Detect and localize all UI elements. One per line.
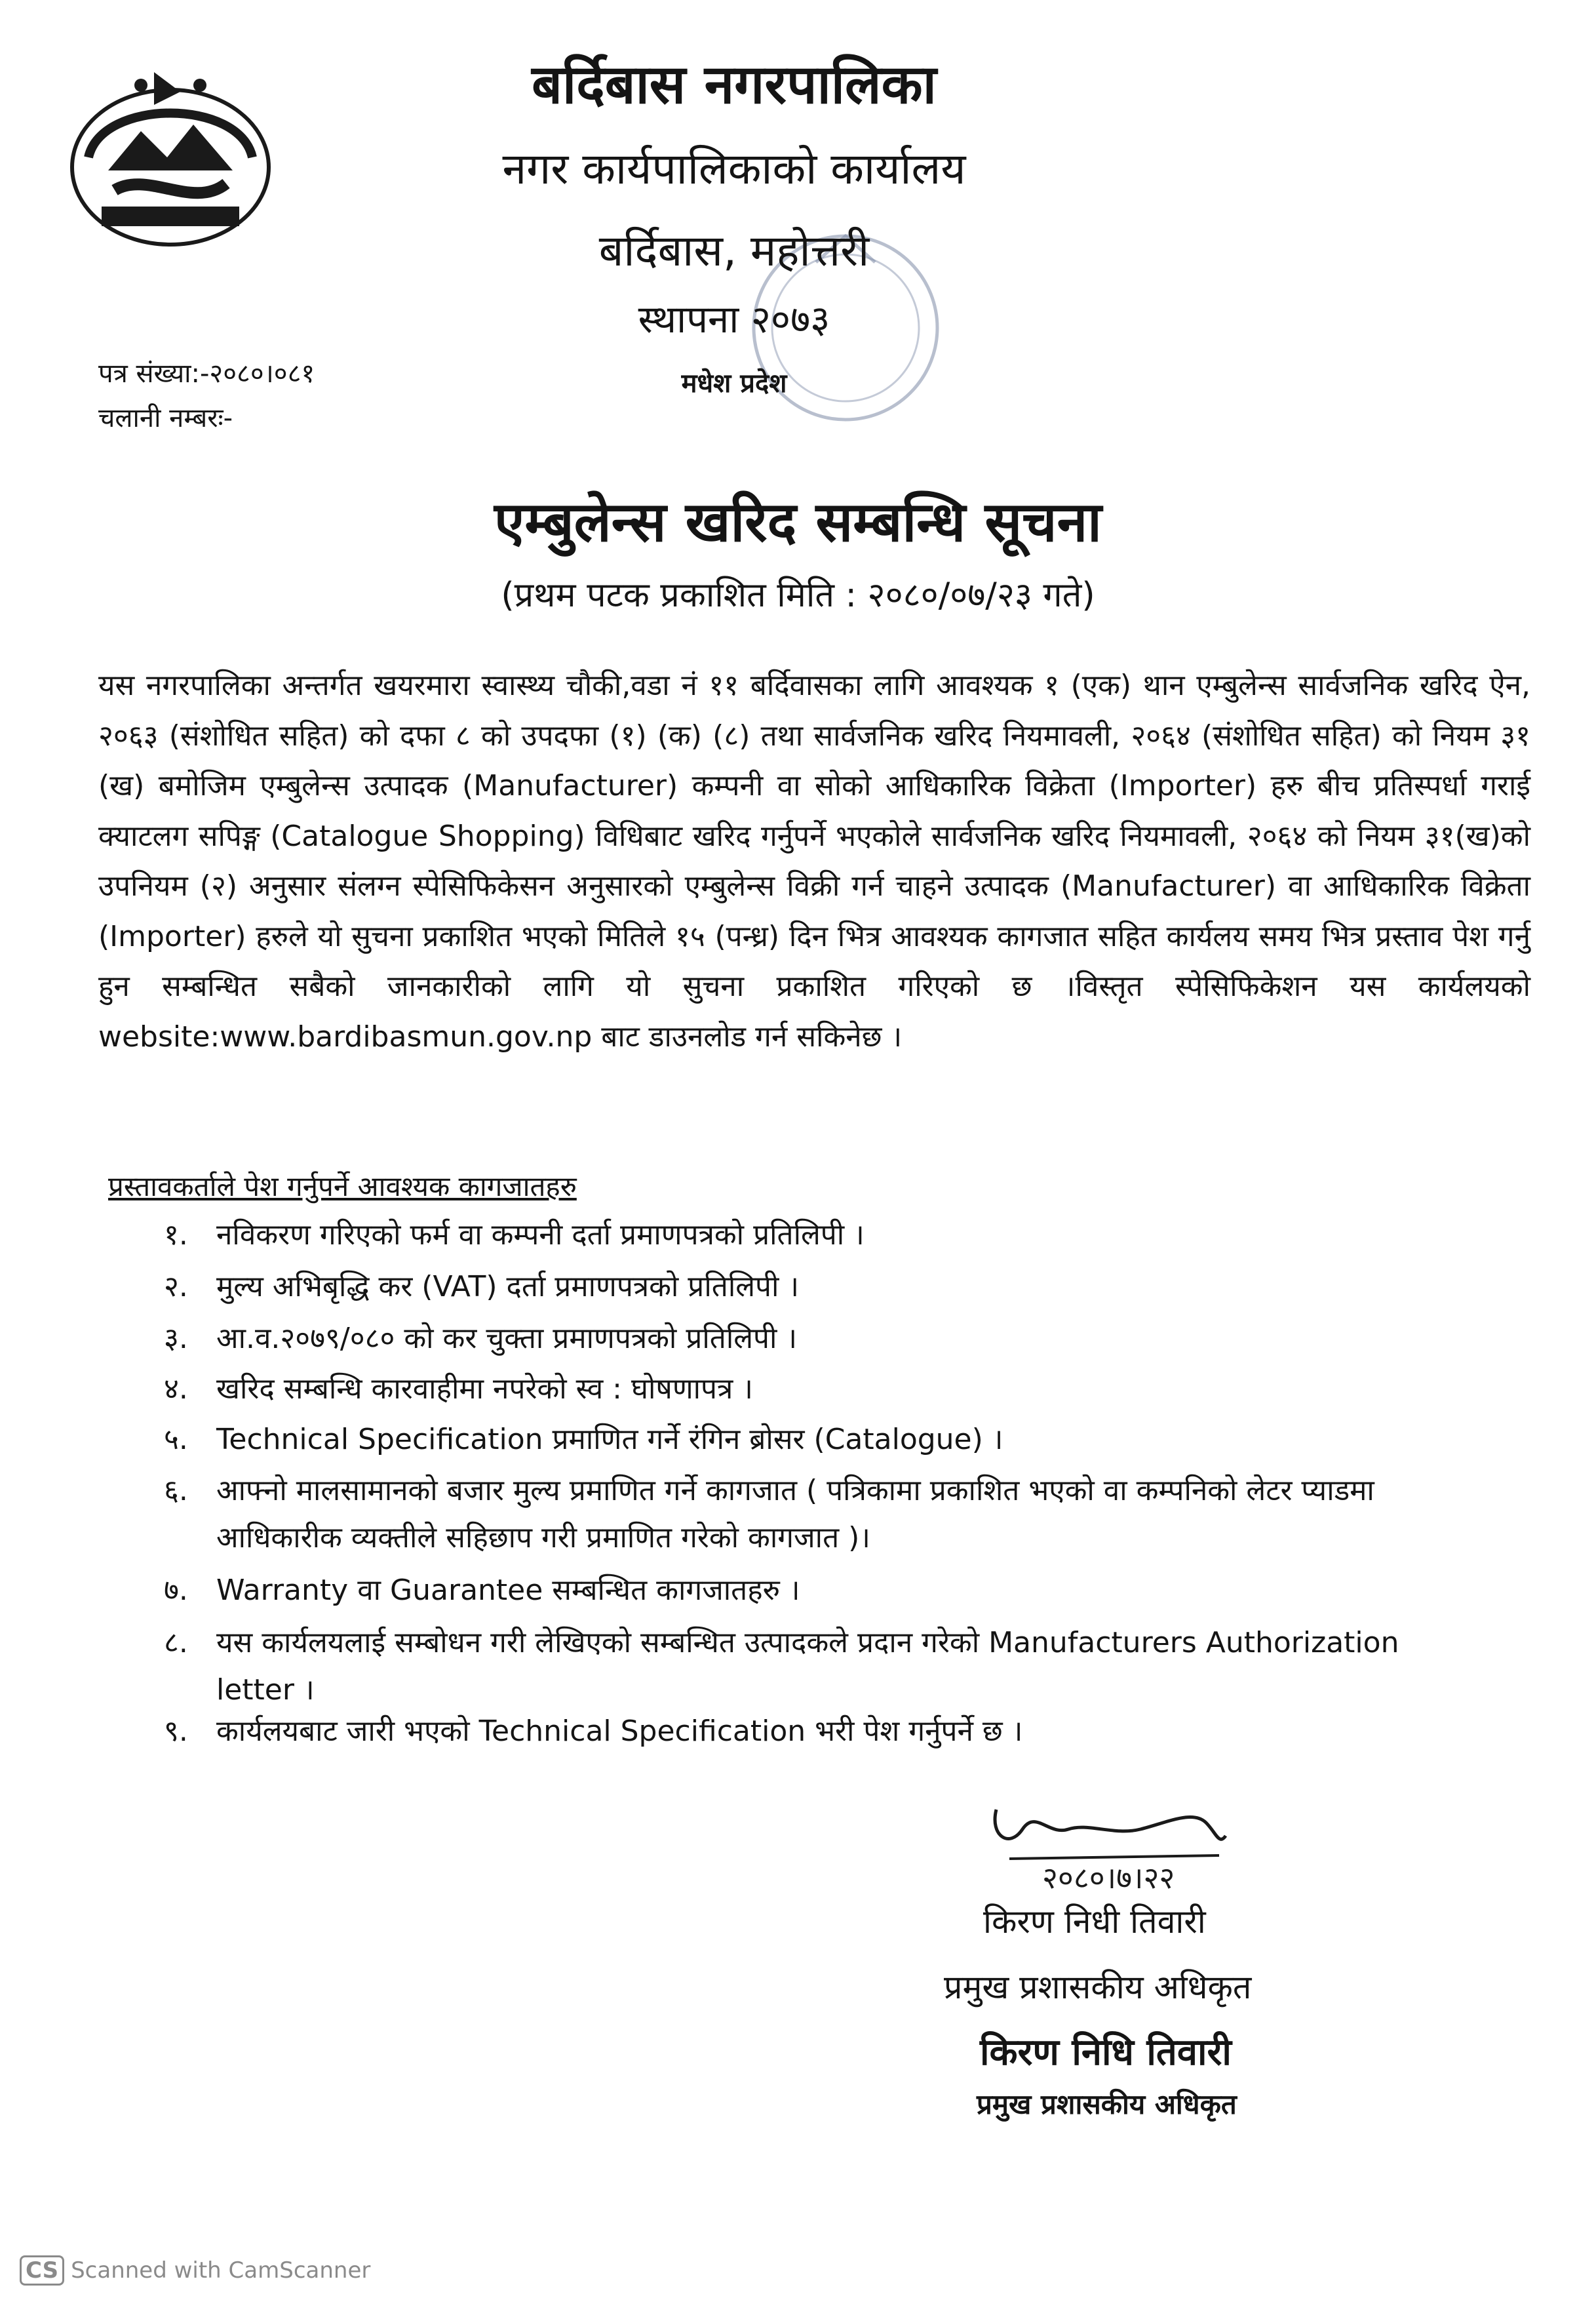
list-item bbox=[164, 1619, 1475, 1714]
signatory-name: किरण निधी तिवारी bbox=[983, 1903, 1206, 1941]
signature-mark bbox=[983, 1783, 1258, 1895]
office-location: बर्दिबास, महोत्तरी bbox=[598, 226, 870, 276]
list-item bbox=[164, 1467, 1475, 1562]
item-number: ३. bbox=[164, 1322, 188, 1355]
item-text: खरिद सम्बन्धि कारवाहीमा नपरेको स्व : घोषणापत्र । bbox=[216, 1372, 753, 1406]
list-item bbox=[164, 1212, 1475, 1259]
item-number: ९. bbox=[164, 1714, 188, 1748]
item-number: १. bbox=[164, 1218, 188, 1252]
item-text: कार्यलयबाट जारी भएको Technical Specification भरी पेश गर्नुपर्ने छ । bbox=[216, 1714, 1023, 1748]
list-item bbox=[164, 1366, 1475, 1413]
item-text: Warranty वा Guarantee सम्बन्धित कागजातहरु । bbox=[216, 1574, 800, 1607]
item-number: ६. bbox=[164, 1474, 188, 1507]
signatory-position: प्रमुख प्रशासकीय अधिकृत bbox=[944, 1968, 1252, 2006]
office-name: नगर कार्यपालिकाको कार्यालय bbox=[502, 144, 966, 194]
item-number: २. bbox=[164, 1270, 188, 1303]
notice-subtitle: (प्रथम पटक प्रकाशित मिति : २०८०/०७/२३ गते) bbox=[501, 576, 1095, 615]
scanner-footer-text: Scanned with CamScanner bbox=[71, 2257, 371, 2284]
scanner-footer bbox=[20, 2255, 370, 2286]
list-item bbox=[164, 1567, 1475, 1614]
list-item bbox=[164, 1708, 1475, 1755]
item-number: ५. bbox=[164, 1423, 188, 1456]
item-text: मुल्य अभिबृद्धि कर (VAT) दर्ता प्रमाणपत्रको प्रतिलिपी । bbox=[216, 1270, 800, 1303]
stamp-position: प्रमुख प्रशासकीय अधिकृत bbox=[977, 2088, 1237, 2120]
notice-title: एम्बुलेन्स खरिद सम्बन्धि सूचना bbox=[494, 490, 1102, 554]
list-item bbox=[164, 1416, 1475, 1463]
dispatch-number: चलानी नम्बरः- bbox=[98, 403, 233, 433]
requirements-heading: प्रस्तावकर्ताले पेश गर्नुपर्ने आवश्यक कागजातहरु bbox=[108, 1170, 577, 1202]
item-text: नविकरण गरिएको फर्म वा कम्पनी दर्ता प्रमाणपत्रको प्रतिलिपी । bbox=[216, 1218, 865, 1252]
notice-body: यस नगरपालिका अन्तर्गत खयरमारा स्वास्थ्य चौकी,वडा नं ११ बर्दिवासका लागि आवश्यक १ (एक) थान एम्बुलेन्स सार्वजनिक खरिद ऐन, २०६३ (संशोधित सहित) को दफा ८ को उपदफा (१) (क) (८) तथा सार्वजनिक खरिद नियमावली, २०६४ (संशोधित सहित) को नियम ३१ (ख) बमोजिम एम्बुलेन्स उत्पादक (Manufacturer) कम्पनी वा सोको आधिकारिक विक्रेता (Importer) हरु बीच प्रतिस्पर्धा गराई क्याटलग सपिङ्ग (Catalogue Shopping) विधिबाट खरिद गर्नुपर्ने भएकोले सार्वजनिक खरिद नियमावली, २०६४ को नियम ३१(ख)को उपनियम (२) अनुसार संलग्न स्पेसिफिकेसन अनुसारको एम्बुलेन्स विक्री गर्न चाहने उत्पादक (Manufacturer) वा आधिकारिक विक्रेता (Importer) हरुले यो सुचना प्रकाशित भएको मितिले १५ (पन्ध्र) दिन भित्र आवश्यक कागजात सहित कार्यलय समय भित्र प्रस्ताव पेश गर्नु हुन सम्बन्धित सबैको जानकारीको लागि यो सुचना प्रकाशित गरिएको छ ।विस्तृत स्पेसिफिकेशन यस कार्यलयको website:www.bardibasmun.gov.np बाट डाउनलोड गर्न सकिनेछ । bbox=[98, 669, 1530, 1054]
signature-date: २०८०।७।२२ bbox=[1042, 1860, 1175, 1895]
province-name: मधेश प्रदेश bbox=[681, 368, 787, 399]
item-number: ४. bbox=[164, 1372, 188, 1406]
item-text: आफ्नो मालसामानको बजार मुल्य प्रमाणित गर्ने कागजात ( पत्रिकामा प्रकाशित भएको वा कम्पनिको लेटर प्याडमा आधिकारीक व्यक्तीले सहिछाप गरी प्रमाणित गरेको कागजात )। bbox=[216, 1474, 1374, 1555]
list-item bbox=[164, 1315, 1475, 1362]
list-item bbox=[164, 1263, 1475, 1311]
municipality-name: बर्दिबास नगरपालिका bbox=[532, 54, 937, 116]
item-text: यस कार्यलयलाई सम्बोधन गरी लेखिएको सम्बन्धित उत्पादकले प्रदान गरेको Manufacturers Authorization letter । bbox=[216, 1626, 1399, 1707]
stamp-name: किरण निधि तिवारी bbox=[980, 2031, 1232, 2074]
camscanner-logo-icon: CS bbox=[20, 2255, 64, 2286]
item-text: आ.व.२०७९/०८० को कर चुक्ता प्रमाणपत्रको प्रतिलिपी । bbox=[216, 1322, 798, 1355]
established-year: स्थापना २०७३ bbox=[638, 297, 830, 342]
item-number: ७. bbox=[164, 1574, 188, 1607]
letter-number: पत्र संख्या:-२०८०।०८१ bbox=[98, 359, 315, 389]
item-text: Technical Specification प्रमाणित गर्ने रंगिन ब्रोसर (Catalogue) । bbox=[216, 1423, 1003, 1456]
item-number: ८. bbox=[164, 1626, 188, 1659]
